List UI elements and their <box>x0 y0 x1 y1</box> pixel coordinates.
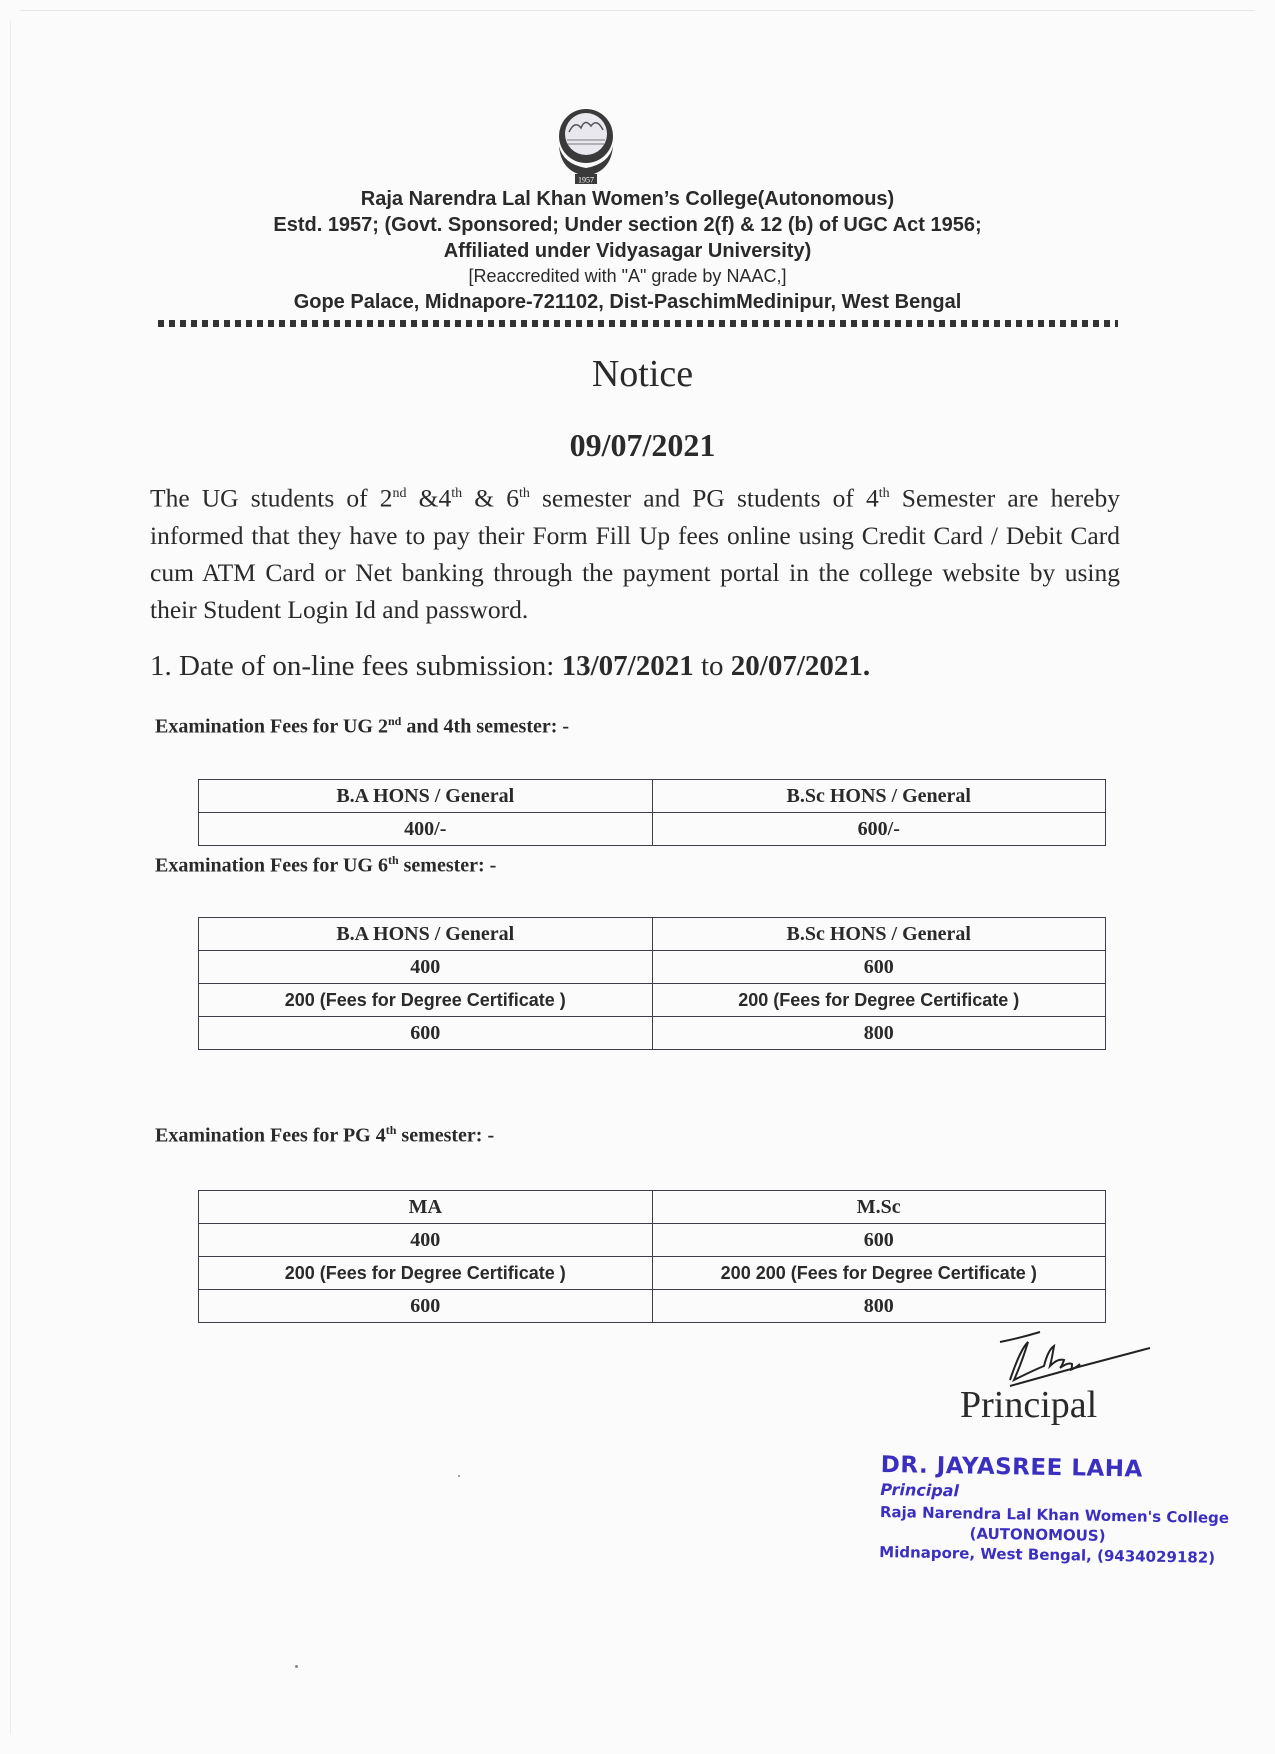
table-cell: 600/- <box>652 813 1106 846</box>
submission-dates: 1. Date of on-line fees submission: 13/07/2021 to 20/07/2021. <box>150 650 871 682</box>
table-cell: 800 <box>652 1290 1106 1323</box>
accreditation-info: [Reaccredited with "A" grade by NAAC,] <box>468 266 787 286</box>
stamp-status: (AUTONOMOUS) <box>969 1524 1106 1545</box>
stamp-college: Raja Narendra Lal Khan Women's College <box>879 1502 1230 1528</box>
table-header-cell: M.Sc <box>652 1191 1106 1224</box>
college-name: Raja Narendra Lal Khan Women’s College(Autonomous) <box>360 188 895 210</box>
table-header-row <box>199 780 1106 813</box>
table-row <box>199 1257 1106 1290</box>
table-header-cell: B.Sc HONS / General <box>652 918 1106 951</box>
table-cell: 200 (Fees for Degree Certificate ) <box>652 984 1106 1017</box>
college-address: Gope Palace, Midnapore-721102, Dist-PaschimMedinipur, West Bengal <box>293 291 962 313</box>
table-cell: 200 (Fees for Degree Certificate ) <box>199 1257 653 1290</box>
fees-table-pg-4 <box>198 1190 1106 1323</box>
stamp-title: Principal <box>880 1479 960 1501</box>
establishment-info: Estd. 1957; (Govt. Sponsored; Under section 2(f) & 12 (b) of UGC Act 1956; <box>273 214 982 236</box>
table-row <box>199 984 1106 1017</box>
svg-text:1957: 1957 <box>578 175 594 185</box>
table-cell: 600 <box>652 1224 1106 1257</box>
table-cell: 600 <box>199 1017 653 1050</box>
fees-table-ug-2-4 <box>198 779 1106 846</box>
table-header-cell: B.A HONS / General <box>199 918 653 951</box>
table-header-cell: B.A HONS / General <box>199 780 653 813</box>
table-cell: 600 <box>652 951 1106 984</box>
section-label-ug-2-4: Examination Fees for UG 2nd and 4th semester: - <box>155 714 570 738</box>
table-header-row <box>199 918 1106 951</box>
affiliation-info: Affiliated under Vidyasagar University) <box>443 240 812 262</box>
fees-table-ug-6 <box>198 917 1106 1050</box>
stamp-location: Midnapore, West Bengal, (9434029182) <box>879 1542 1216 1567</box>
section-label-ug-6: Examination Fees for UG 6th semester: - <box>155 853 497 877</box>
notice-date: 09/07/2021 <box>569 427 716 463</box>
table-row <box>199 1017 1106 1050</box>
table-cell: 400 <box>199 951 653 984</box>
table-cell: 400/- <box>199 813 653 846</box>
stamp-name: DR. JAYASREE LAHA <box>880 1451 1144 1483</box>
principal-stamp <box>879 1452 1230 1567</box>
page-edge <box>20 10 1255 11</box>
table-cell: 200 (Fees for Degree Certificate ) <box>199 984 653 1017</box>
notice-body: The UG students of 2nd &4th & 6th semester and PG students of 4th Semester are hereby informed that they have to pay their Form Fill Up fees online using Credit Card / Debit Card cum ATM Card or Net banking through the payment portal in the college website by using their Student Login Id and password. <box>150 483 1120 624</box>
table-row <box>199 951 1106 984</box>
table-cell: 600 <box>199 1290 653 1323</box>
table-header-row <box>199 1191 1106 1224</box>
college-logo-icon <box>553 106 619 188</box>
notice-title: Notice <box>591 353 694 395</box>
scan-speck <box>295 1665 298 1668</box>
table-cell: 400 <box>199 1224 653 1257</box>
signature-designation: Principal <box>960 1384 1098 1426</box>
table-row <box>199 1224 1106 1257</box>
scan-speck <box>458 1475 460 1477</box>
section-label-pg-4: Examination Fees for PG 4th semester: - <box>155 1123 495 1147</box>
table-cell: 800 <box>652 1017 1106 1050</box>
table-row <box>199 813 1106 846</box>
table-header-cell: B.Sc HONS / General <box>652 780 1106 813</box>
table-row <box>199 1290 1106 1323</box>
table-cell: 200 200 (Fees for Degree Certificate ) <box>652 1257 1106 1290</box>
header-divider <box>158 320 1118 327</box>
table-header-cell: MA <box>199 1191 653 1224</box>
